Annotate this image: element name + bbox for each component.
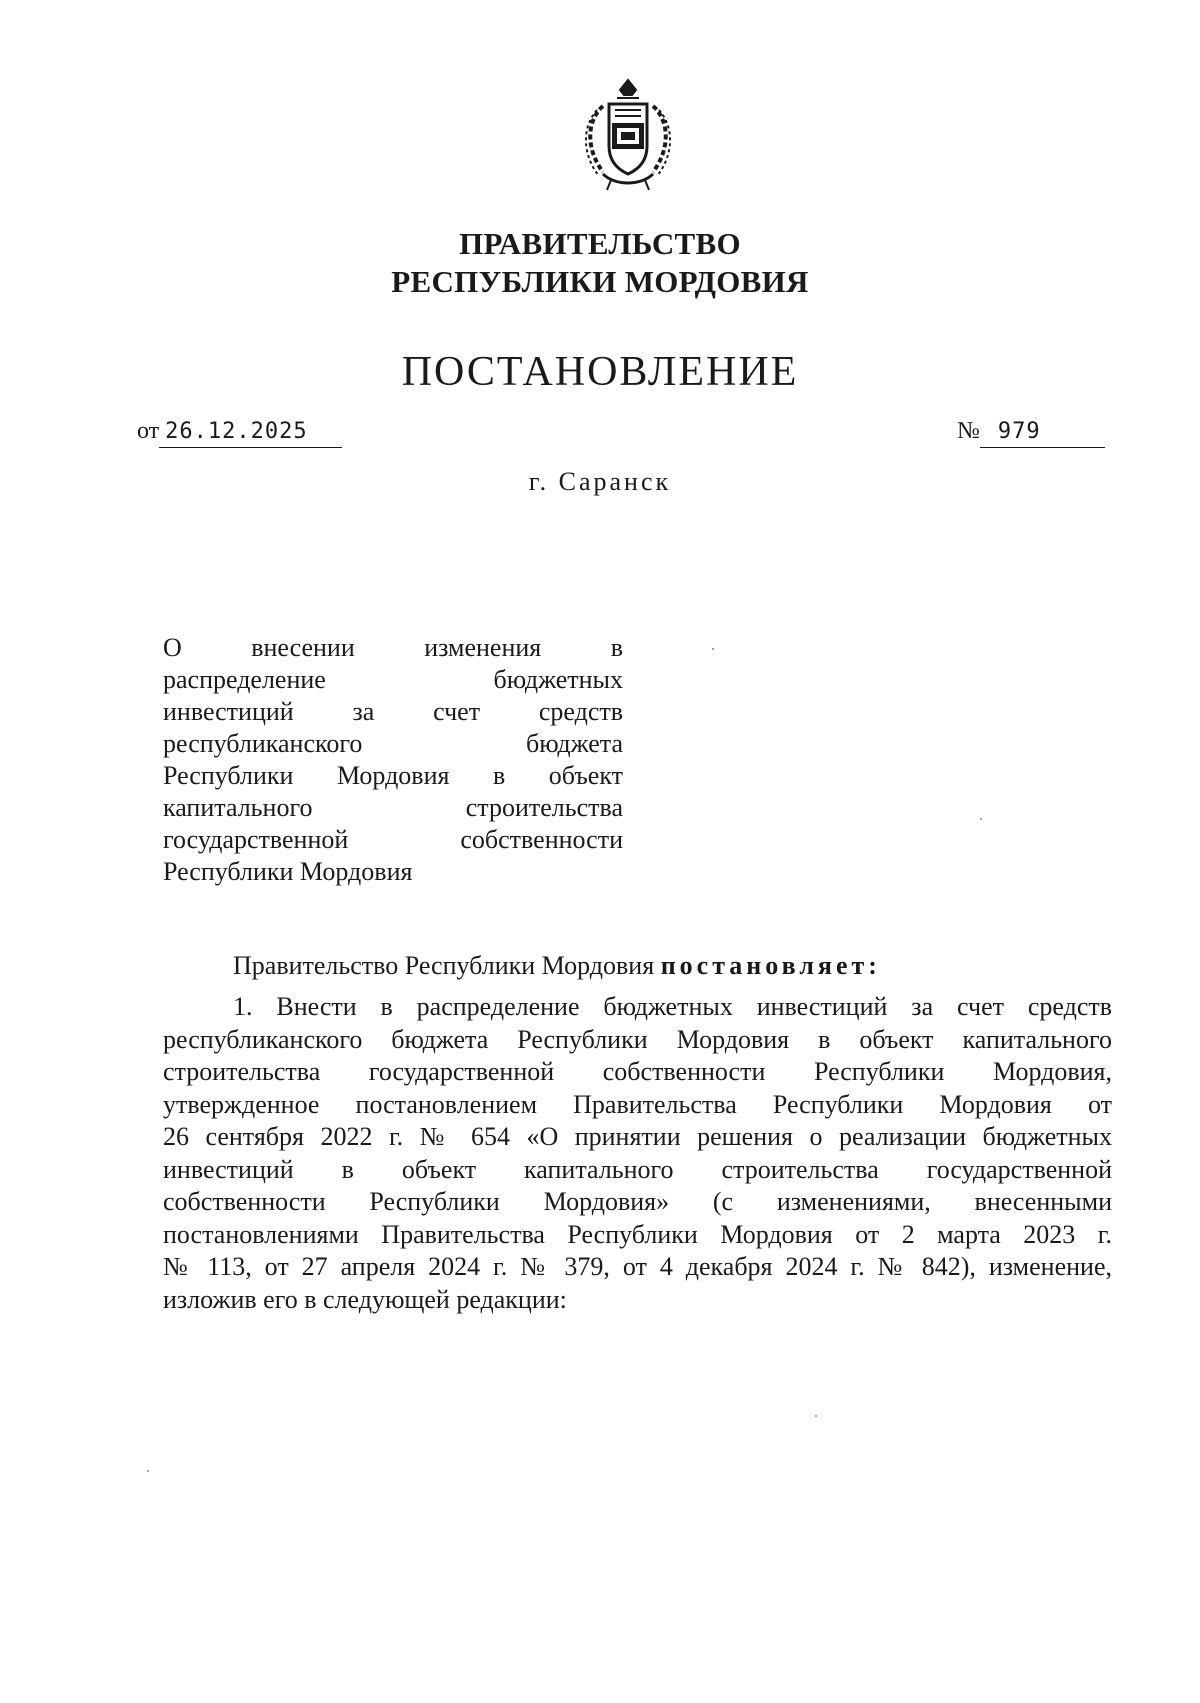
preamble-emphasis: постановляет: — [660, 951, 881, 980]
document-type: ПОСТАНОВЛЕНИЕ — [401, 349, 799, 395]
scan-speck — [980, 818, 982, 820]
body-line: постановлениями Правительства Республики Мордовия от 2 марта 2023 г. — [163, 1219, 1112, 1249]
subject-line: инвестиций за счет средств — [163, 697, 623, 726]
date-prefix: от — [137, 418, 160, 444]
body-line: 26 сентября 2022 г. № 654 «О принятии решения о реализации бюджетных — [163, 1122, 1112, 1151]
body-line: изложив его в следующей редакции: — [163, 1284, 567, 1314]
subject-line: государственной собственности — [163, 825, 623, 854]
subject-line: республиканского бюджета — [163, 729, 623, 758]
scan-speck — [147, 1470, 149, 1472]
government-title-line-2: РЕСПУБЛИКИ МОРДОВИЯ — [391, 264, 809, 299]
number-prefix: № — [957, 418, 980, 444]
document-date — [137, 416, 342, 448]
city: г. Саранск — [528, 467, 672, 496]
subject-line: капитального строительства — [163, 793, 623, 822]
subject-line: Республики Мордовия в объект — [163, 761, 623, 790]
body-line: № 113, от 27 апреля 2024 г. № 379, от 4 декабря 2024 г. № 842), изменение, — [163, 1252, 1112, 1281]
body-line: 1. Внести в распределение бюджетных инвестиций за счет средств — [233, 992, 1112, 1021]
body-line: утвержденное постановлением Правительства Республики Мордовия от — [163, 1089, 1112, 1119]
body-line: республиканского бюджета Республики Мордовия в объект капитального — [163, 1024, 1112, 1054]
date-value: 26.12.2025 — [159, 417, 341, 448]
body-line: собственности Республики Мордовия» (с изменениями, внесенными — [163, 1187, 1112, 1216]
subject-line: Республики Мордовия — [163, 857, 413, 886]
document-subject — [163, 632, 623, 888]
coat-of-arms-icon — [573, 76, 683, 194]
subject-line: распределение бюджетных — [163, 665, 623, 694]
body-line: инвестиций в объект капитального строительства государственной — [163, 1154, 1112, 1184]
body-line: строительства государственной собственности Республики Мордовия, — [163, 1057, 1112, 1086]
government-title-line-1: ПРАВИТЕЛЬСТВО — [459, 226, 741, 261]
preamble — [233, 950, 881, 982]
government-title — [0, 225, 1200, 301]
scan-speck — [815, 1415, 817, 1417]
document-number — [957, 416, 1105, 448]
preamble-text: Правительство Республики Мордовия — [233, 951, 661, 980]
scan-speck — [712, 648, 714, 650]
body-text — [163, 991, 1112, 1316]
subject-line: О внесении изменения в — [163, 633, 623, 662]
number-value: 979 — [980, 417, 1105, 448]
